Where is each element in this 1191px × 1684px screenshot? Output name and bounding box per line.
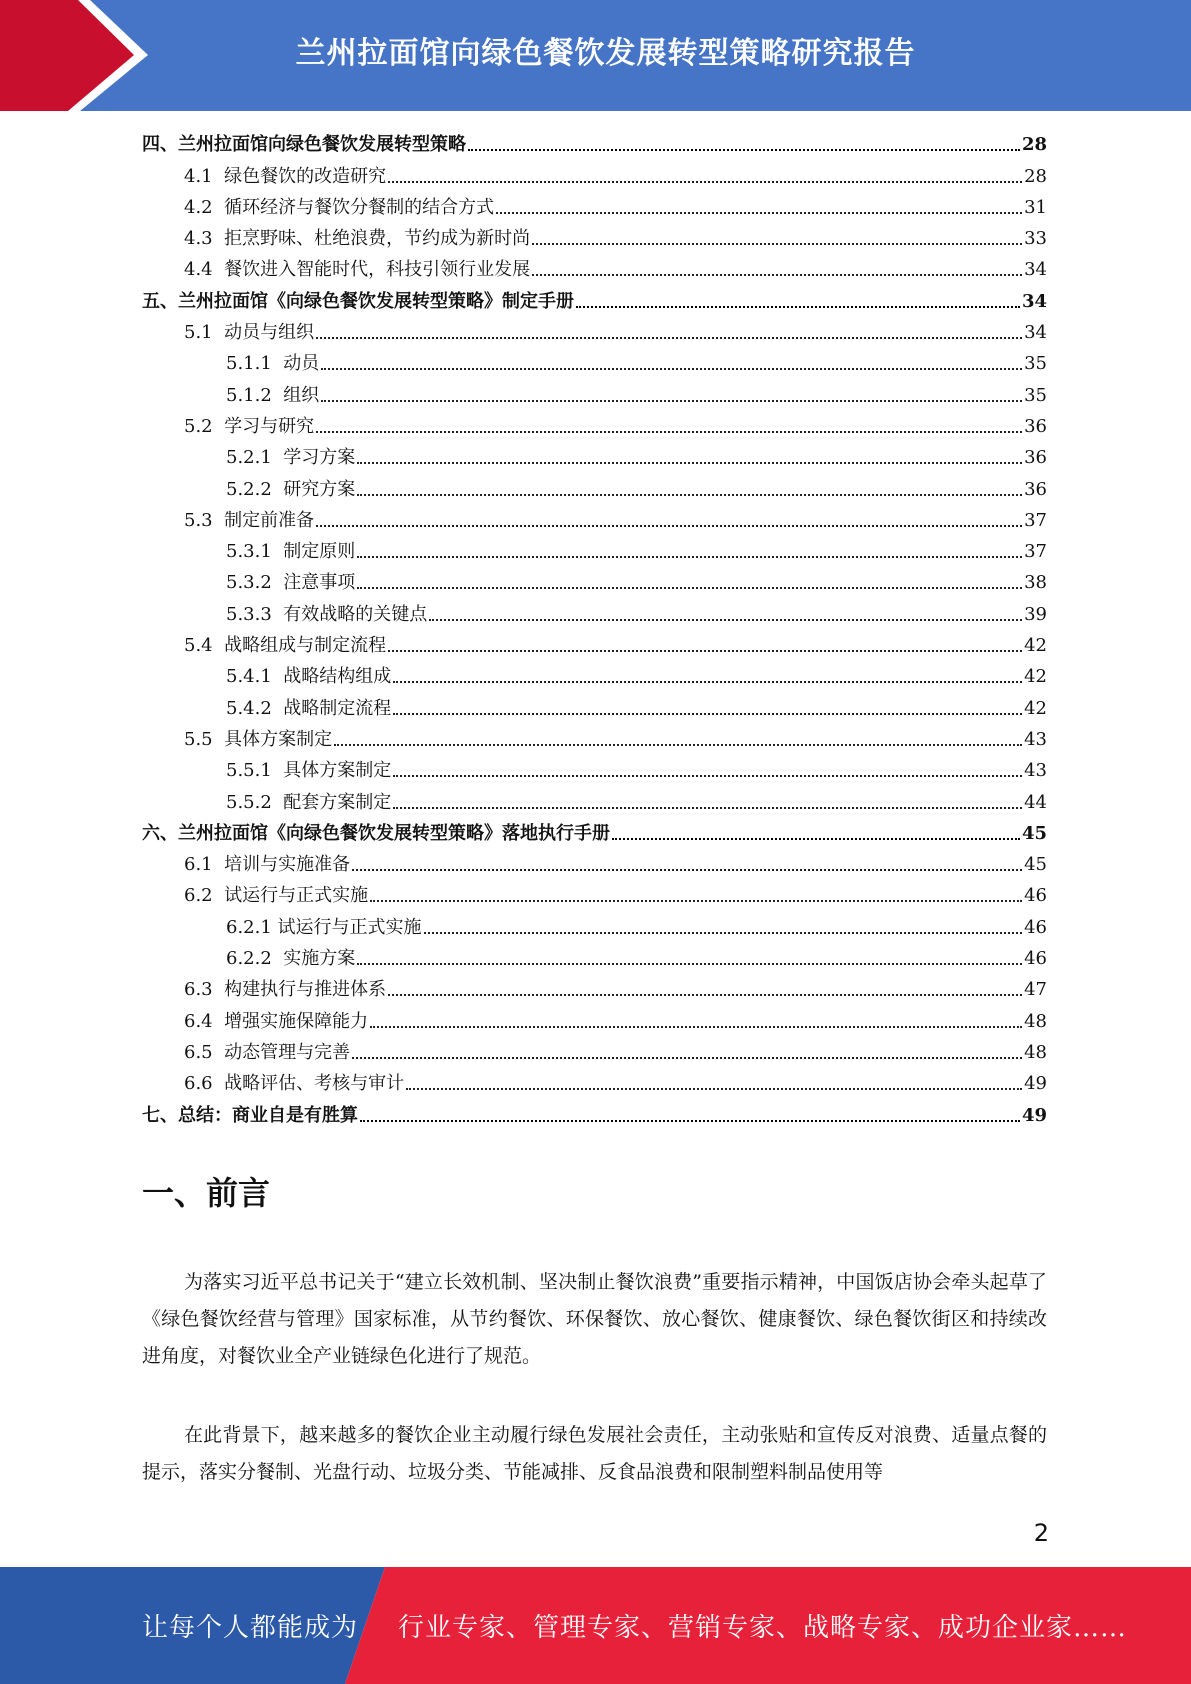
toc-entry-title: 战略结构组成 (283, 666, 392, 688)
toc-entry[interactable] (142, 660, 1047, 691)
toc-entry-title: 具体方案制定 (224, 728, 333, 750)
page-header (0, 0, 1191, 111)
toc-entry[interactable] (142, 222, 1047, 253)
toc-entry-number: 6.2.1 (226, 916, 278, 938)
toc-dot-leader (357, 587, 1022, 589)
toc-entry-number: 6.2 (184, 885, 225, 907)
toc-entry-page: 28 (1024, 165, 1047, 187)
footer-slogan-right: 行业专家、管理专家、营销专家、战略专家、成功企业家…… (398, 1613, 1128, 1643)
toc-entry-title: 餐饮进入智能时代，科技引领行业发展 (224, 259, 531, 281)
toc-dot-leader (468, 149, 1020, 151)
toc-entry-title: 动员 (283, 353, 320, 375)
body-paragraph-1: 为落实习近平总书记关于“建立长效机制、坚决制止餐饮浪费”重要指示精神，中国饭店协会牵头起草了《绿色餐饮经营与管理》国家标准，从节约餐饮、环保餐饮、放心餐饮、健康餐饮、绿色餐饮街区和持续改进角度，对餐饮业全产业链绿色化进行了规范。 (142, 1271, 1047, 1367)
toc-entry[interactable] (142, 942, 1047, 973)
toc-dot-leader (316, 431, 1022, 433)
toc-entry-page: 37 (1024, 509, 1047, 531)
toc-entry[interactable] (142, 347, 1047, 378)
toc-entry-page: 38 (1024, 572, 1047, 594)
toc-entry-page: 36 (1024, 447, 1047, 469)
toc-entry-title: 五、兰州拉面馆《向绿色餐饮发展转型策略》制定手册 (142, 290, 574, 312)
toc-dot-leader (393, 713, 1022, 715)
toc-dot-leader (388, 181, 1022, 183)
toc-entry-page: 34 (1024, 259, 1047, 281)
toc-dot-leader (334, 744, 1022, 746)
toc-entry-title: 有效战略的关键点 (283, 603, 428, 625)
toc-entry-title: 组织 (283, 384, 320, 406)
toc-entry-number: 4.4 (184, 259, 225, 281)
toc-entry-page: 36 (1024, 478, 1047, 500)
toc-dot-leader (424, 932, 1023, 934)
toc-entry-number: 5.3.1 (226, 541, 284, 563)
toc-entry[interactable] (142, 817, 1047, 848)
toc-entry-page: 42 (1024, 635, 1047, 657)
toc-entry-number: 5.3.2 (226, 572, 284, 594)
toc-dot-leader (357, 494, 1022, 496)
toc-entry[interactable] (142, 629, 1047, 660)
toc-entry[interactable] (142, 1004, 1047, 1035)
page-footer (0, 1567, 1191, 1684)
toc-dot-leader (393, 681, 1022, 683)
toc-entry[interactable] (142, 378, 1047, 409)
toc-entry-page: 35 (1024, 353, 1047, 375)
toc-entry-number: 5.5.1 (226, 760, 284, 782)
toc-entry[interactable] (142, 1067, 1047, 1098)
toc-entry-page: 42 (1024, 666, 1047, 688)
toc-entry-number: 6.6 (184, 1073, 225, 1095)
toc-entry-page: 42 (1024, 697, 1047, 719)
toc-entry-page: 37 (1024, 541, 1047, 563)
toc-entry-number: 6.4 (184, 1010, 225, 1032)
toc-dot-leader (316, 525, 1022, 527)
toc-entry-number: 6.3 (184, 979, 225, 1001)
toc-dot-leader (393, 775, 1022, 777)
toc-entry[interactable] (142, 879, 1047, 910)
page-number: 2 (1033, 1519, 1049, 1547)
toc-entry-title: 循环经济与餐饮分餐制的结合方式 (224, 196, 495, 218)
toc-dot-leader (388, 650, 1022, 652)
toc-entry[interactable] (142, 597, 1047, 628)
toc-dot-leader (321, 368, 1022, 370)
footer-slogan-left: 让每个人都能成为 (142, 1613, 359, 1643)
toc-dot-leader (352, 869, 1022, 871)
toc-entry-title: 动态管理与完善 (224, 1041, 351, 1063)
toc-entry[interactable] (142, 316, 1047, 347)
table-of-contents (142, 128, 1047, 1130)
toc-dot-leader (370, 900, 1022, 902)
toc-entry-number: 5.3.3 (226, 603, 284, 625)
toc-entry-page: 48 (1024, 1010, 1047, 1032)
toc-entry-title: 学习与研究 (224, 415, 315, 437)
toc-entry-number: 5.2.1 (226, 447, 284, 469)
toc-entry-page: 47 (1024, 979, 1047, 1001)
toc-entry[interactable] (142, 566, 1047, 597)
toc-entry-title: 四、兰州拉面馆向绿色餐饮发展转型策略 (142, 134, 466, 156)
toc-dot-leader (576, 306, 1020, 308)
toc-dot-leader (532, 274, 1022, 276)
toc-entry-page: 43 (1024, 760, 1047, 782)
toc-entry[interactable] (142, 973, 1047, 1004)
toc-entry-page: 35 (1024, 384, 1047, 406)
toc-entry-number: 5.4 (184, 635, 225, 657)
section-heading: 一、前言 (142, 1174, 271, 1212)
toc-dot-leader (316, 337, 1022, 339)
toc-entry-number: 5.5.2 (226, 791, 284, 813)
toc-dot-leader (406, 1088, 1022, 1090)
toc-entry[interactable] (142, 535, 1047, 566)
toc-entry-title: 拒烹野味、杜绝浪费，节约成为新时尚 (224, 228, 531, 250)
toc-entry-title: 战略组成与制定流程 (224, 635, 387, 657)
toc-dot-leader (388, 994, 1022, 996)
toc-entry[interactable] (142, 910, 1047, 941)
toc-entry-title: 七、总结：商业自是有胜算 (142, 1104, 358, 1126)
toc-entry[interactable] (142, 253, 1047, 284)
toc-entry-page: 36 (1024, 415, 1047, 437)
toc-dot-leader (393, 807, 1022, 809)
toc-dot-leader (360, 1120, 1020, 1122)
toc-entry-number: 6.1 (184, 854, 225, 876)
toc-entry[interactable] (142, 191, 1047, 222)
toc-entry-title: 战略评估、考核与审计 (224, 1073, 405, 1095)
toc-entry[interactable] (142, 159, 1047, 190)
toc-entry[interactable] (142, 1036, 1047, 1067)
toc-entry-page: 45 (1021, 822, 1047, 844)
toc-dot-leader (496, 212, 1022, 214)
toc-entry-title: 试运行与正式实施 (277, 916, 422, 938)
toc-entry[interactable] (142, 128, 1047, 159)
toc-dot-leader (532, 243, 1022, 245)
toc-entry-page: 34 (1024, 322, 1047, 344)
toc-dot-leader (357, 462, 1022, 464)
toc-entry-title: 实施方案 (283, 948, 356, 970)
toc-entry-title: 构建执行与推进体系 (224, 979, 387, 1001)
toc-dot-leader (370, 1026, 1022, 1028)
toc-dot-leader (352, 1057, 1022, 1059)
toc-entry-number: 4.2 (184, 196, 225, 218)
toc-entry-page: 33 (1024, 228, 1047, 250)
toc-entry[interactable] (142, 785, 1047, 816)
toc-entry-title: 培训与实施准备 (224, 854, 351, 876)
toc-entry-page: 48 (1024, 1041, 1047, 1063)
toc-entry-number: 5.1.2 (226, 384, 284, 406)
toc-entry-title: 战略制定流程 (283, 697, 392, 719)
toc-entry-page: 44 (1024, 791, 1047, 813)
toc-entry-page: 49 (1021, 1104, 1047, 1126)
toc-entry-page: 28 (1021, 134, 1047, 156)
toc-entry[interactable] (142, 691, 1047, 722)
toc-entry-page: 34 (1021, 290, 1047, 312)
toc-entry-title: 绿色餐饮的改造研究 (224, 165, 387, 187)
toc-entry[interactable] (142, 472, 1047, 503)
toc-entry-number: 5.4.2 (226, 697, 284, 719)
toc-entry-number: 4.3 (184, 228, 225, 250)
toc-entry-title: 配套方案制定 (283, 791, 392, 813)
toc-entry-number: 5.2.2 (226, 478, 284, 500)
toc-entry-title: 注意事项 (283, 572, 356, 594)
toc-entry-title: 制定原则 (283, 541, 356, 563)
toc-dot-leader (429, 619, 1022, 621)
toc-dot-leader (321, 400, 1022, 402)
toc-entry-title: 六、兰州拉面馆《向绿色餐饮发展转型策略》落地执行手册 (142, 822, 610, 844)
toc-entry[interactable] (142, 410, 1047, 441)
toc-entry[interactable] (142, 723, 1047, 754)
toc-entry-number: 5.3 (184, 509, 225, 531)
toc-entry-title: 试运行与正式实施 (224, 885, 369, 907)
toc-entry-title: 制定前准备 (224, 509, 315, 531)
toc-entry-page: 39 (1024, 603, 1047, 625)
toc-entry[interactable] (142, 754, 1047, 785)
toc-entry-number: 4.1 (184, 165, 225, 187)
toc-entry[interactable] (142, 848, 1047, 879)
toc-entry-page: 31 (1024, 196, 1047, 218)
toc-entry-number: 5.4.1 (226, 666, 284, 688)
toc-entry-page: 49 (1024, 1073, 1047, 1095)
toc-entry-title: 学习方案 (283, 447, 356, 469)
toc-entry-title: 增强实施保障能力 (224, 1010, 369, 1032)
toc-entry-page: 46 (1024, 948, 1047, 970)
toc-entry-title: 研究方案 (283, 478, 356, 500)
toc-entry-page: 46 (1024, 885, 1047, 907)
toc-entry-page: 45 (1024, 854, 1047, 876)
toc-entry-title: 具体方案制定 (283, 760, 392, 782)
toc-entry-page: 46 (1024, 916, 1047, 938)
toc-entry-page: 43 (1024, 728, 1047, 750)
body-paragraph-2: 在此背景下，越来越多的餐饮企业主动履行绿色发展社会责任，主动张贴和宣传反对浪费、适量点餐的提示，落实分餐制、光盘行动、垃圾分类、节能减排、反食品浪费和限制塑料制品使用等 (142, 1424, 1047, 1483)
toc-entry[interactable] (142, 504, 1047, 535)
toc-entry-number: 5.1.1 (226, 353, 284, 375)
toc-dot-leader (357, 556, 1022, 558)
report-title: 兰州拉面馆向绿色餐饮发展转型策略研究报告 (295, 36, 916, 71)
toc-dot-leader (357, 963, 1022, 965)
toc-entry[interactable] (142, 441, 1047, 472)
toc-entry-number: 6.5 (184, 1041, 225, 1063)
toc-dot-leader (612, 838, 1020, 840)
toc-entry-title: 动员与组织 (224, 322, 315, 344)
toc-entry[interactable] (142, 284, 1047, 315)
toc-entry-number: 5.2 (184, 415, 225, 437)
toc-entry-number: 5.5 (184, 728, 225, 750)
toc-entry-number: 6.2.2 (226, 948, 284, 970)
toc-entry[interactable] (142, 1098, 1047, 1129)
toc-entry-number: 5.1 (184, 322, 225, 344)
